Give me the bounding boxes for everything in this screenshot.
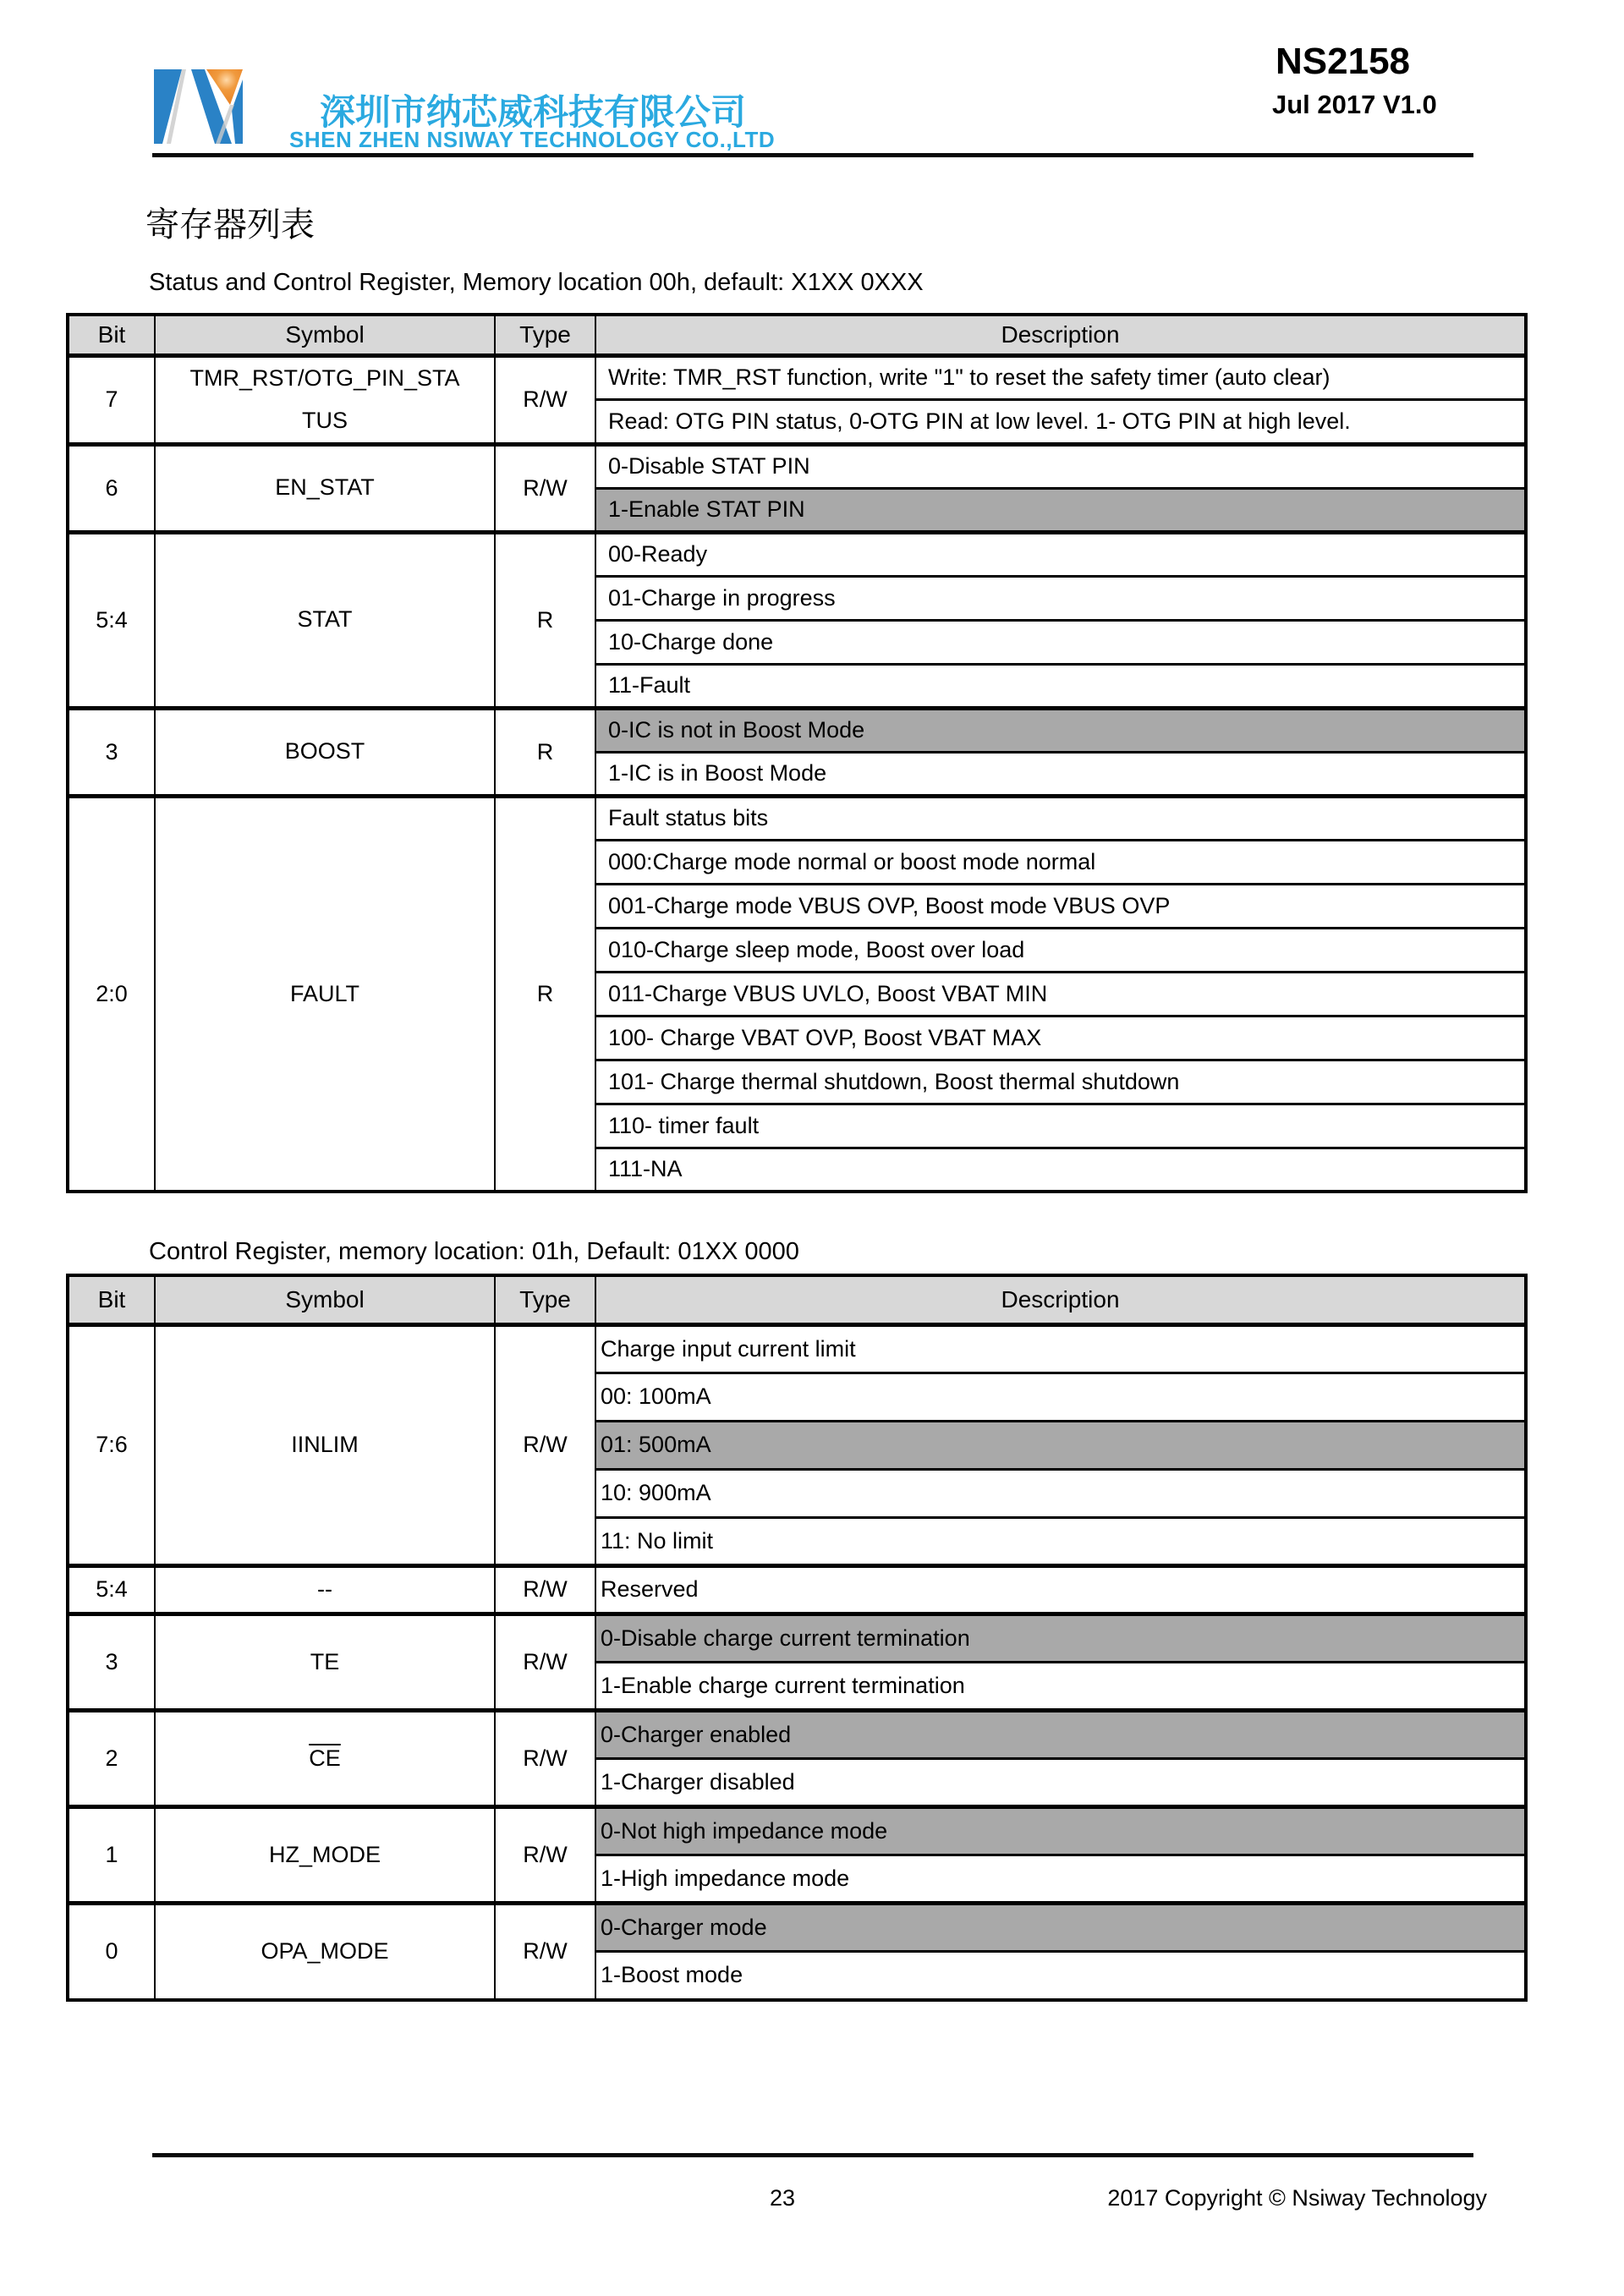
register-row-bit-7-part-1 bbox=[68, 356, 1526, 400]
type-cell: R/W bbox=[495, 356, 595, 445]
description-cell: 01-Charge in progress bbox=[595, 576, 1526, 620]
description-cell: Write: TMR_RST function, write "1" to reset the safety timer (auto clear) bbox=[595, 356, 1526, 400]
description-cell-highlighted: 1-Enable STAT PIN bbox=[595, 488, 1526, 532]
description-cell-highlighted: 0-Charger enabled bbox=[595, 1711, 1526, 1759]
description-cell: 1-Enable charge current termination bbox=[595, 1663, 1526, 1711]
bit-cell: 6 bbox=[68, 444, 155, 532]
bit-cell: 5:4 bbox=[68, 1566, 155, 1614]
description-cell-highlighted: 0-Charger mode bbox=[595, 1904, 1526, 1952]
symbol-cell: HZ_MODE bbox=[155, 1807, 495, 1904]
description-cell-highlighted: 0-Disable charge current termination bbox=[595, 1614, 1526, 1663]
description-cell: 1-Charger disabled bbox=[595, 1759, 1526, 1807]
description-cell: 100- Charge VBAT OVP, Boost VBAT MAX bbox=[595, 1016, 1526, 1060]
description-cell: 101- Charge thermal shutdown, Boost thermal shutdown bbox=[595, 1060, 1526, 1104]
description-cell-highlighted: 0-IC is not in Boost Mode bbox=[595, 708, 1526, 752]
symbol-cell: TMR_RST/OTG_PIN_STATUS bbox=[155, 356, 495, 445]
control-register-table-host bbox=[66, 1274, 1528, 2002]
register-row-bit-2:0-part-1 bbox=[68, 796, 1526, 840]
table-header-row bbox=[68, 315, 1526, 356]
n-logo-icon bbox=[154, 69, 243, 144]
description-cell: 10-Charge done bbox=[595, 620, 1526, 664]
type-cell: R/W bbox=[495, 1807, 595, 1904]
type-cell: R/W bbox=[495, 1904, 595, 2000]
description-cell: Charge input current limit bbox=[595, 1325, 1526, 1373]
register-row-bit-0-part-1 bbox=[68, 1904, 1526, 1952]
table-caption-status-control: Status and Control Register, Memory location 00h, default: X1XX 0XXX bbox=[149, 269, 924, 296]
type-cell: R/W bbox=[495, 444, 595, 532]
footer-divider bbox=[152, 2153, 1473, 2157]
register-row-bit-1-part-1 bbox=[68, 1807, 1526, 1855]
description-cell: 11-Fault bbox=[595, 664, 1526, 708]
column-header-bit: Bit bbox=[68, 1275, 155, 1325]
symbol-overline: $\overline{CE}$ bbox=[309, 1745, 341, 1771]
revision-date: Jul 2017 V1.0 bbox=[1272, 90, 1437, 119]
description-cell: Reserved bbox=[595, 1566, 1526, 1614]
description-cell: 011-Charge VBUS UVLO, Boost VBAT MIN bbox=[595, 972, 1526, 1016]
symbol-cell: BOOST bbox=[155, 708, 495, 796]
description-cell: 00-Ready bbox=[595, 532, 1526, 576]
description-cell: 1-Boost mode bbox=[595, 1952, 1526, 2000]
company-name-chinese: 深圳市纳芯威科技有限公司 bbox=[320, 92, 747, 132]
symbol-cell: EN_STAT bbox=[155, 444, 495, 532]
bit-cell: 3 bbox=[68, 708, 155, 796]
description-cell: 0-Disable STAT PIN bbox=[595, 444, 1526, 488]
symbol-cell: IINLIM bbox=[155, 1325, 495, 1566]
description-cell-highlighted: 01: 500mA bbox=[595, 1422, 1526, 1470]
register-row-bit-7:6-part-1 bbox=[68, 1325, 1526, 1373]
table-header-row bbox=[68, 1275, 1526, 1325]
description-cell: 10: 900mA bbox=[595, 1470, 1526, 1518]
status-control-register-table bbox=[66, 313, 1528, 1193]
description-cell: 1-IC is in Boost Mode bbox=[595, 752, 1526, 796]
description-cell: Fault status bits bbox=[595, 796, 1526, 840]
type-cell: R/W bbox=[495, 1711, 595, 1807]
part-number: NS2158 bbox=[1276, 41, 1411, 82]
copyright-text: 2017 Copyright © Nsiway Technology bbox=[1107, 2185, 1487, 2211]
description-cell: 111-NA bbox=[595, 1148, 1526, 1192]
bit-cell: 7:6 bbox=[68, 1325, 155, 1566]
description-cell: 11: No limit bbox=[595, 1518, 1526, 1566]
column-header-description: Description bbox=[595, 1275, 1526, 1325]
status-control-register-table-host bbox=[66, 313, 1528, 1193]
column-header-bit: Bit bbox=[68, 315, 155, 356]
symbol-cell bbox=[155, 1711, 495, 1807]
table-caption-control: Control Register, memory location: 01h, Default: 01XX 0000 bbox=[149, 1238, 799, 1265]
column-header-type: Type bbox=[495, 315, 595, 356]
symbol-cell: TE bbox=[155, 1614, 495, 1711]
bit-cell: 3 bbox=[68, 1614, 155, 1711]
bit-cell: 2:0 bbox=[68, 796, 155, 1192]
register-row-bit-5:4-part-1 bbox=[68, 532, 1526, 576]
type-cell: R/W bbox=[495, 1614, 595, 1711]
description-cell: 010-Charge sleep mode, Boost over load bbox=[595, 928, 1526, 972]
bit-cell: 1 bbox=[68, 1807, 155, 1904]
description-cell: 00: 100mA bbox=[595, 1373, 1526, 1422]
section-title: 寄存器列表 bbox=[145, 205, 315, 244]
description-cell: 001-Charge mode VBUS OVP, Boost mode VBUS OVP bbox=[595, 884, 1526, 928]
symbol-cell: -- bbox=[155, 1566, 495, 1614]
description-cell-highlighted: 0-Not high impedance mode bbox=[595, 1807, 1526, 1855]
bit-cell: 7 bbox=[68, 356, 155, 445]
description-cell: 000:Charge mode normal or boost mode normal bbox=[595, 840, 1526, 884]
header-divider bbox=[152, 153, 1473, 157]
description-cell: Read: OTG PIN status, 0-OTG PIN at low level. 1- OTG PIN at high level. bbox=[595, 400, 1526, 444]
register-row-bit-3-part-1 bbox=[68, 1614, 1526, 1663]
column-header-symbol: Symbol bbox=[155, 1275, 495, 1325]
type-cell: R bbox=[495, 532, 595, 708]
register-row-bit-6-part-1 bbox=[68, 444, 1526, 488]
column-header-symbol: Symbol bbox=[155, 315, 495, 356]
column-header-type: Type bbox=[495, 1275, 595, 1325]
control-register-table bbox=[66, 1274, 1528, 2002]
symbol-cell: OPA_MODE bbox=[155, 1904, 495, 2000]
type-cell: R/W bbox=[495, 1325, 595, 1566]
nsiway-logo bbox=[154, 69, 243, 144]
symbol-cell: FAULT bbox=[155, 796, 495, 1192]
bit-cell: 5:4 bbox=[68, 532, 155, 708]
register-row-bit-2-part-1 bbox=[68, 1711, 1526, 1759]
symbol-cell: STAT bbox=[155, 532, 495, 708]
description-cell: 1-High impedance mode bbox=[595, 1855, 1526, 1904]
company-name-english: SHEN ZHEN NSIWAY TECHNOLOGY CO.,LTD bbox=[289, 127, 776, 152]
page-number: 23 bbox=[769, 2185, 796, 2211]
register-row-bit-5:4 bbox=[68, 1566, 1526, 1614]
column-header-description: Description bbox=[595, 315, 1526, 356]
register-row-bit-3-part-1 bbox=[68, 708, 1526, 752]
type-cell: R bbox=[495, 796, 595, 1192]
bit-cell: 2 bbox=[68, 1711, 155, 1807]
description-cell: 110- timer fault bbox=[595, 1104, 1526, 1148]
type-cell: R bbox=[495, 708, 595, 796]
type-cell: R/W bbox=[495, 1566, 595, 1614]
bit-cell: 0 bbox=[68, 1904, 155, 2000]
